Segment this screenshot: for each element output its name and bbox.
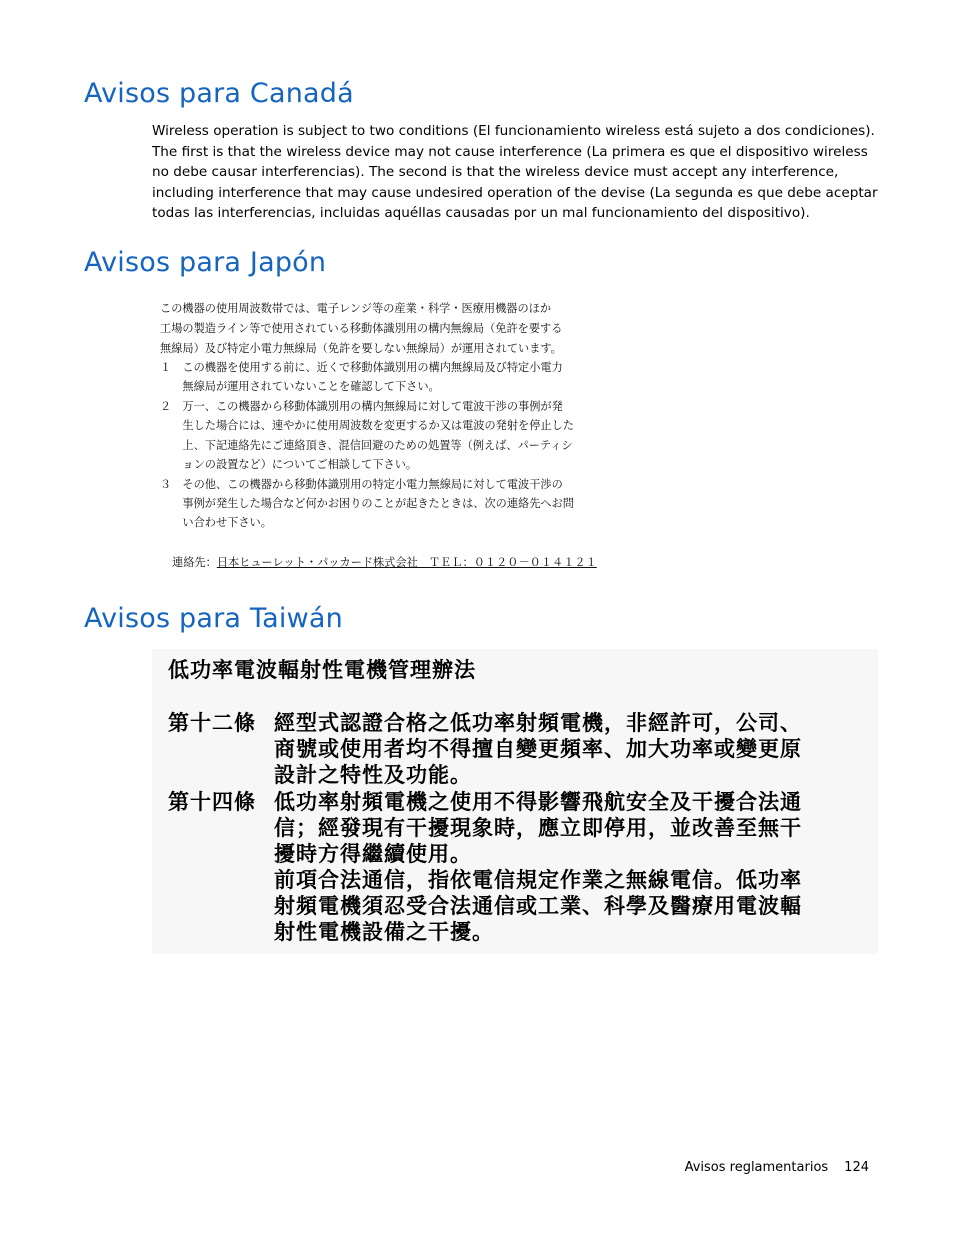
japan-notice-line: ョンの設置など）についてご相談して下さい。 xyxy=(160,458,418,471)
japan-notice-line: 工場の製造ライン等で使用されている移動体識別用の構内無線局（免許を要する xyxy=(160,322,563,335)
taiwan-notice-heading: 低功率電波輻射性電機管理辦法 xyxy=(168,657,476,682)
canada-paragraph: Wireless operation is subject to two conditions (El funcionamiento wireless está sujeto a dos condiciones). The first is that the wireless device may not cause interference (La primera es que el dispositivo wireless no debe causar interferencias). The second is that the wireless device must accept any interference, including interference that may cause undesired operation of the devise (La segunda es que debe aceptar todas las interferencias, incluidas aquéllas causadas por un mal funcionamiento del dispositivo). xyxy=(152,123,878,221)
taiwan-article-14-line: 射性電機設備之干擾。 xyxy=(274,919,494,944)
japan-notice-image xyxy=(152,294,672,574)
taiwan-notice-image xyxy=(152,649,878,954)
japan-contact-label: 連絡先： xyxy=(172,556,217,569)
heading-taiwan: Avisos para Taiwán xyxy=(84,603,343,634)
taiwan-article-12-label: 第十二條 xyxy=(168,710,256,735)
taiwan-article-14-line: 低功率射頻電機之使用不得影響飛航安全及干擾合法通 xyxy=(274,789,802,814)
japan-notice-line: 生した場合には、速やかに使用周波数を変更するか又は電波の発射を停止した xyxy=(160,419,574,432)
heading-japon: Avisos para Japón xyxy=(84,247,327,278)
taiwan-article-14-line: 射頻電機須忍受合法通信或工業、科學及醫療用電波輻 xyxy=(274,893,802,918)
taiwan-article-14-line: 擾時方得繼續使用。 xyxy=(274,841,472,866)
japan-contact-value: 日本ヒューレット・パッカード株式会社 ＴＥＬ：０１２０－０１４１２１ xyxy=(216,556,597,569)
japan-notice-line: この機器の使用周波数帯では、電子レンジ等の産業・科学・医療用機器のほか xyxy=(160,302,552,315)
taiwan-article-14-line: 前項合法通信，指依電信規定作業之無線電信。低功率 xyxy=(274,867,802,892)
japan-contact xyxy=(172,556,597,570)
taiwan-article-12-line: 商號或使用者均不得擅自變更頻率、加大功率或變更原 xyxy=(274,736,802,761)
japan-notice-line: １ この機器を使用する前に、近くで移動体識別用の構内無線局及び特定小電力 xyxy=(160,361,563,374)
japan-notice-line: 事例が発生した場合など何かお困りのことが起きたときは、次の連絡先へお問 xyxy=(160,497,574,510)
page-number: 124 xyxy=(844,1160,869,1175)
taiwan-article-14-label: 第十四條 xyxy=(168,789,256,814)
japan-notice-line: ３ その他、この機器から移動体識別用の特定小電力無線局に対して電波干渉の xyxy=(160,478,563,491)
page-footer xyxy=(685,1159,869,1177)
japan-notice-line: 無線局）及び特定小電力無線局（免許を要しない無線局）が運用されています。 xyxy=(160,342,562,355)
taiwan-article-14-line: 信；經發現有干擾現象時，應立即停用，並改善至無干 xyxy=(274,815,802,840)
taiwan-article-12-line: 設計之特性及功能。 xyxy=(274,762,472,787)
footer-section-name: Avisos reglamentarios xyxy=(684,1160,829,1175)
japan-notice-line: ２ 万一、この機器から移動体識別用の構内無線局に対して電波干渉の事例が発 xyxy=(160,400,563,413)
japan-notice-line: 上、下記連絡先にご連絡頂き、混信回避のための処置等（例えば、パーティシ xyxy=(160,439,573,452)
taiwan-article-12-line: 經型式認證合格之低功率射頻電機，非經許可，公司、 xyxy=(274,710,802,735)
japan-notice-line: い合わせ下さい。 xyxy=(160,516,272,529)
heading-canada: Avisos para Canadá xyxy=(84,78,354,109)
japan-notice-line: 無線局が運用されていないことを確認して下さい。 xyxy=(160,380,440,393)
